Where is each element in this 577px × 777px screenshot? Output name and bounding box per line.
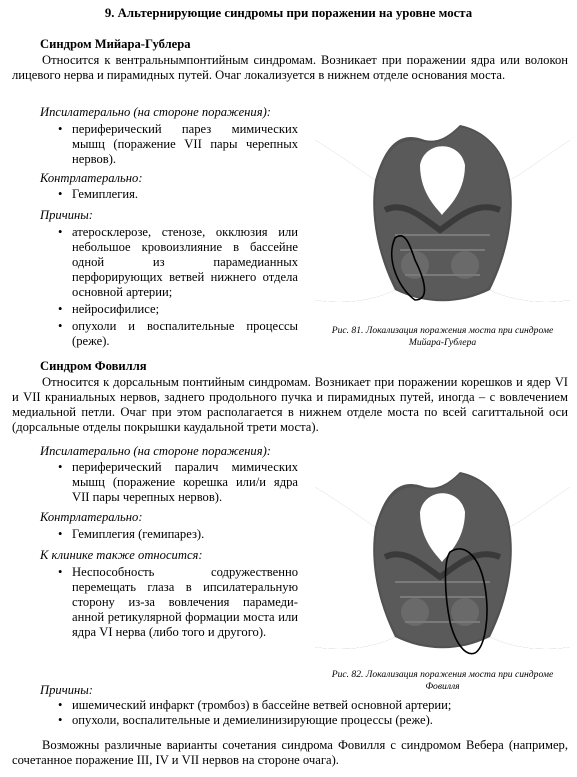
contralateral-label: Контрлатерально:	[40, 510, 143, 524]
list-item: • нейросифилисе;	[40, 302, 298, 317]
brainstem-figure-82	[315, 447, 570, 665]
causes-label: Причины:	[40, 208, 93, 222]
ipsilateral-label: Ипсилатерально (на стороне поражения):	[40, 444, 271, 458]
brainstem-figure-81	[315, 100, 570, 320]
section-heading-millard-gubler: Синдром Мийара-Гублера	[40, 37, 191, 51]
figure-caption-81: Рис. 81. Локализация поражения моста при синдроме Мийара-Гублера	[331, 325, 554, 348]
list-item: • периферический паралич мимических мышц (поражение корешка или/и ядра VII пары черепных нервов).	[40, 460, 298, 505]
contralateral-list	[40, 527, 298, 542]
list-item: • Гемиплегия.	[40, 187, 298, 202]
section-intro-foville: Относится к дорсальным понтийным синдромам. Возникает при поражении корешков и ядер VI и VII краниальных нервов, заднего продольного пучка и пирамидных путей, иногда – с вовлечением медиальной петли. Очаг при этом располагается в нижнем отделе моста по всей сагиттальной оси (дорсальные отделы покрышки каудальной трети моста).	[12, 375, 568, 434]
clinic-list	[40, 565, 298, 640]
list-item: • Неспособность содружественно перемещать глаза в ипсилатеральную сторону из-за вовлечения парамеди- анной ретикулярной формации моста или ядра VI нерва (либо того и другого).	[40, 565, 298, 640]
pons-section-image	[315, 447, 570, 665]
causes-list	[40, 225, 298, 349]
list-item: • опухоли, воспалительные и демиелинизирующие процессы (реже).	[40, 713, 570, 728]
pons-section-image	[315, 100, 570, 320]
contralateral-label: Контрлатерально:	[40, 171, 143, 185]
list-item: • атеросклерозе, стенозе, окклюзия или небольшое кровоизлияние в бассейне одной из парамедианных перфорирующих ветвей нижнего отдела основной артерии;	[40, 225, 298, 300]
ipsilateral-list	[40, 460, 298, 505]
clinic-label: К клинике также относится:	[40, 548, 203, 562]
section-heading-foville: Синдром Фовилля	[40, 359, 147, 373]
list-item: • опухоли и воспалительные процессы (реже).	[40, 319, 298, 349]
page-title: 9. Альтернирующие синдромы при поражении на уровне моста	[104, 6, 473, 20]
contralateral-list	[40, 187, 298, 202]
causes-label: Причины:	[40, 683, 93, 697]
ipsilateral-label: Ипсилатерально (на стороне поражения):	[40, 105, 271, 119]
figure-caption-82: Рис. 82. Локализация поражения моста при синдроме Фовилля	[331, 669, 554, 692]
ipsilateral-list	[40, 122, 298, 167]
causes-list	[40, 698, 570, 728]
section-outro-foville: Возможны различные варианты сочетания синдрома Фовилля с синдромом Вебера (например, сочетанное поражение III, IV и VII нервов на стороне очага).	[12, 738, 568, 767]
list-item: • периферический парез мимических мышц (поражение VII пары черепных нервов).	[40, 122, 298, 167]
list-item: • Гемиплегия (гемипарез).	[40, 527, 298, 542]
list-item: • ишемический инфаркт (тромбоз) в бассейне ветвей основной артерии;	[40, 698, 570, 713]
section-intro-millard-gubler: Относится к вентральнымпонтийным синдромам. Возникает при поражении ядра или волокон лицевого нерва и пирамидных путей. Очаг локализуется в нижнем отделе основания моста.	[12, 53, 568, 82]
